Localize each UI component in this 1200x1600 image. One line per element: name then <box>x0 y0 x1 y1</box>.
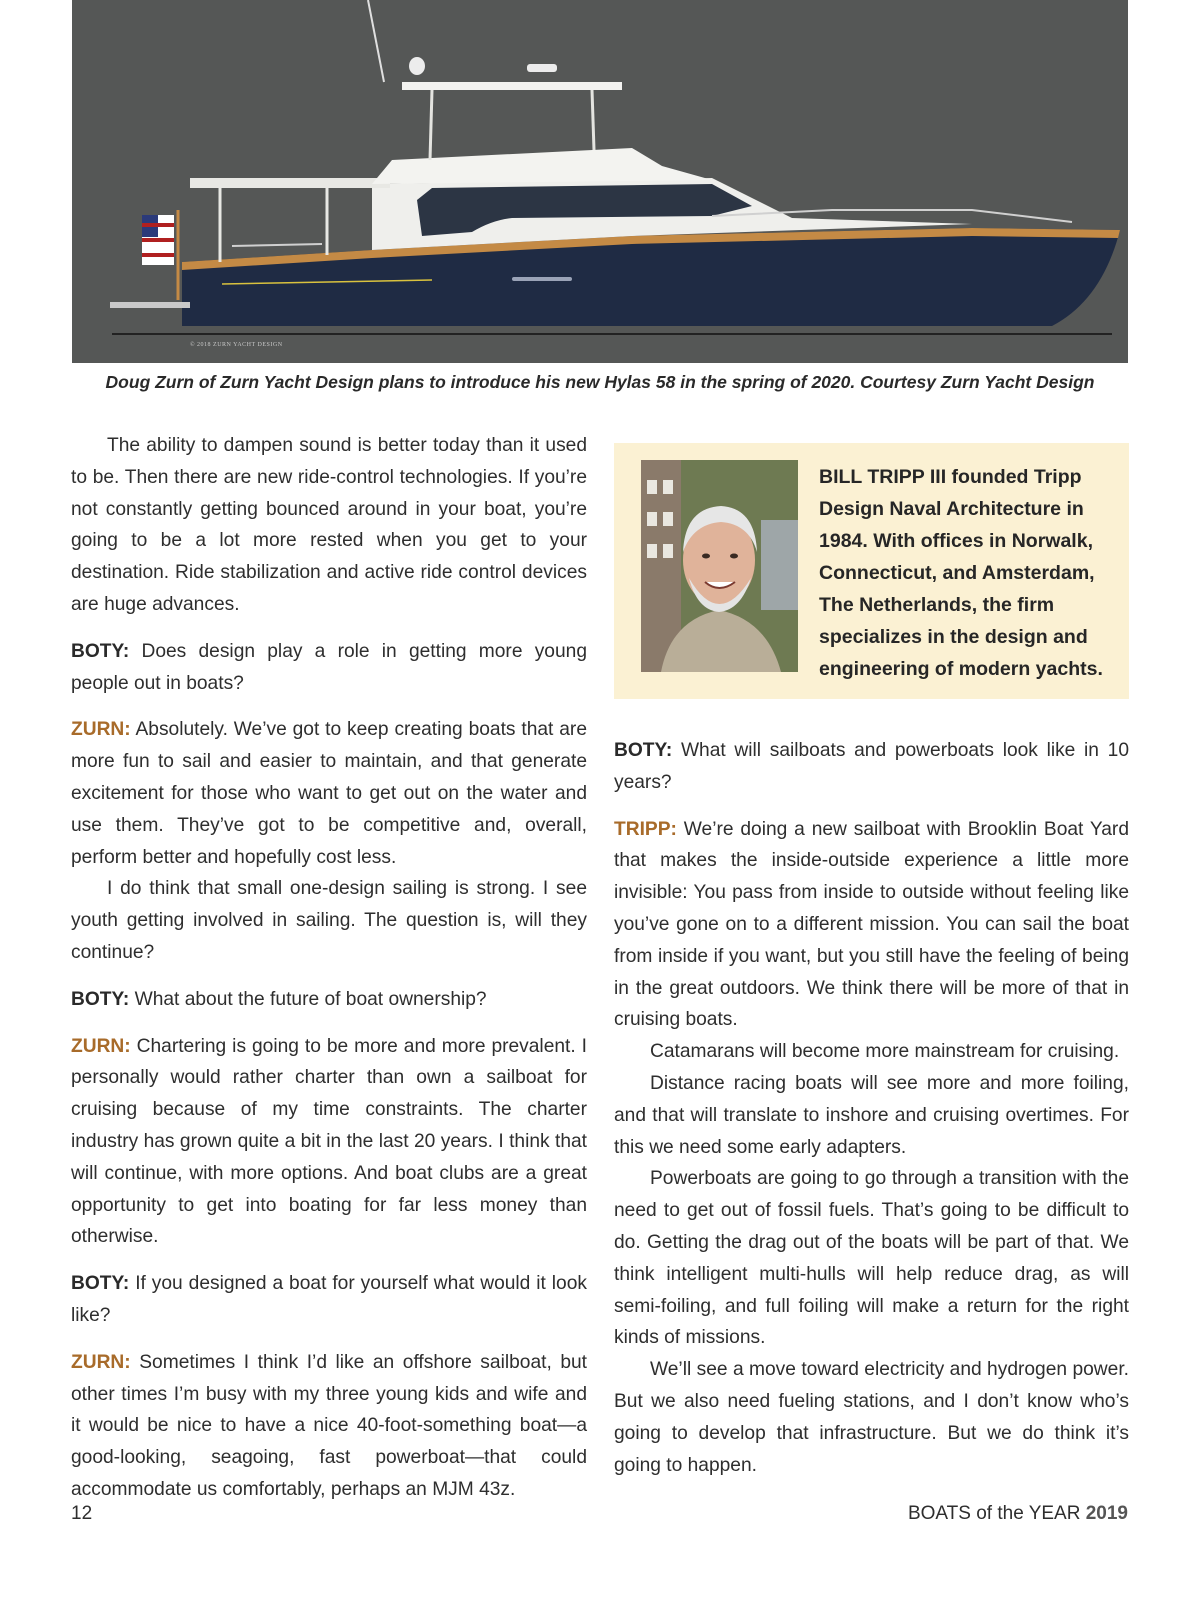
bio-sidebar <box>614 443 1129 699</box>
image-credit: © 2018 ZURN YACHT DESIGN <box>190 342 283 348</box>
yacht-illustration <box>72 0 1128 363</box>
publication-name: BOATS of the YEAR <box>907 1503 1081 1524</box>
interview-answer: ZURN: Sometimes I think I’d like an offshore sailboat, but other times I’m busy with my three young kids and wife and it would be nice to have a nice 40-foot-something boat—a good-looking, seagoing, fast powerboat—that could accommodate us comfortably, perhaps an MJM 43z. <box>71 1351 587 1500</box>
paragraph: Powerboats are going to go through a transition with the need to get out of fossil fuels. That’s going to be difficult to do. Getting the drag out of the boats will be part of that. We think intelligent multi-hulls will help reduce drag, as will semi-foiling, and full foiling will make a return for the right kinds of missions. <box>614 1168 1129 1349</box>
paragraph: The ability to dampen sound is better today than it used to be. Then there are new ride-control technologies. If you’re not constantly getting bounced around in your boat, you’re going to be a lot more rested when you get to your destination. Ride stabilization and active ride control devices are huge advances. <box>71 435 587 615</box>
speaker-label: BOTY: <box>71 640 130 662</box>
paragraph: Catamarans will become more mainstream for cruising. <box>650 1041 1120 1063</box>
hero-image <box>72 0 1128 363</box>
portrait-photo <box>641 460 798 672</box>
speaker-label: BOTY: <box>71 1273 130 1295</box>
speaker-label: BOTY: <box>71 988 130 1010</box>
interview-answer: ZURN: Absolutely. We’ve got to keep creating boats that are more fun to sail and easier to maintain, and that generate excitement for those who want to get out on the water and use them. They’ve got to be competitive and, overall, perform better and hopefully cost less. <box>71 719 587 868</box>
paragraph: Distance racing boats will see more and more foiling, and that will translate to inshore and cruising overtimes. For this we need some early adapters. <box>614 1072 1129 1158</box>
portrait-illustration <box>641 460 798 672</box>
speaker-label: BOTY: <box>614 740 673 761</box>
paragraph: We’ll see a move toward electricity and hydrogen power. But we also need fueling stations, and I don’t know who’s going to develop that infrastructure. But we do think it’s going to happen. <box>614 1359 1129 1476</box>
paragraph: I do think that small one-design sailing is strong. I see youth getting involved in sailing. The question is, will they continue? <box>71 878 587 963</box>
speaker-label: ZURN: <box>71 719 131 741</box>
interview-question: BOTY: Does design play a role in getting more young people out in boats? <box>71 640 587 694</box>
interview-answer: ZURN: Chartering is going to be more and more prevalent. I personally would rather charter than own a sailboat for cruising because of my time constraints. The charter industry has grown quite a bit in the last 20 years. I think that will continue, with more options. And boat clubs are a great opportunity to get into boating for far less money than otherwise. <box>71 1035 587 1248</box>
running-footer <box>908 1503 1128 1525</box>
speaker-label: ZURN: <box>71 1035 131 1057</box>
interview-answer: TRIPP: We’re doing a new sailboat with Brooklin Boat Yard that makes the inside-outside experience a little more invisible: You pass from inside to outside without feeling like you’ve gone on to a different mission. You can sail the boat from inside if you want, but you still have the feeling of being in the great outdoors. We think there will be more of that in cruising boats. <box>614 818 1129 1031</box>
bio-text: BILL TRIPP III founded Tripp Design Naval Architecture in 1984. With offices in Norwalk, Connecticut, and Amsterdam, The Netherlands, the firm specializes in the design and engineering of modern yachts. <box>819 466 1103 680</box>
speaker-label: ZURN: <box>71 1351 131 1373</box>
publication-year: 2019 <box>1085 1503 1128 1524</box>
speaker-label: TRIPP: <box>614 818 677 840</box>
photo-caption: Doug Zurn of Zurn Yacht Design plans to introduce his new Hylas 58 in the spring of 2020. Courtesy Zurn Yacht Design <box>105 372 1095 392</box>
interview-question: BOTY: What about the future of boat ownership? <box>71 988 487 1010</box>
page-number: 12 <box>71 1503 93 1524</box>
left-column <box>71 430 587 1506</box>
interview-question: BOTY: If you designed a boat for yourself what would it look like? <box>71 1273 587 1326</box>
interview-question: BOTY: What will sailboats and powerboats look like in 10 years? <box>614 740 1129 793</box>
right-column <box>614 735 1129 1481</box>
